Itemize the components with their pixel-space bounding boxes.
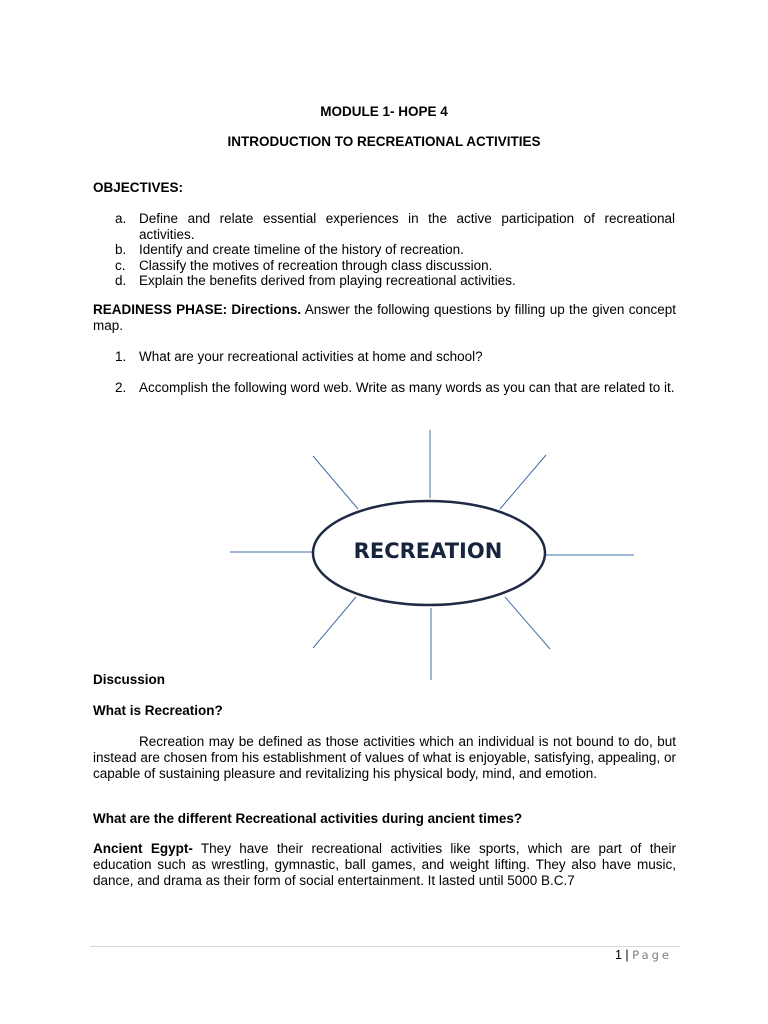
spoke-top-right bbox=[500, 455, 546, 509]
question-text: What are your recreational activities at home and school? bbox=[139, 349, 483, 364]
question-what-is-recreation: What is Recreation? bbox=[93, 703, 223, 718]
page-separator: | bbox=[625, 948, 629, 962]
page-label: Page bbox=[632, 948, 672, 962]
word-web-center-label: RECREATION bbox=[353, 539, 503, 563]
objective-marker: c. bbox=[115, 257, 126, 273]
readiness-text: Answer the following questions by filling up the given concept map. bbox=[93, 302, 676, 333]
module-title: MODULE 1- HOPE 4 bbox=[320, 104, 448, 119]
spoke-top-left bbox=[313, 456, 358, 509]
readiness-lead: READINESS PHASE: Directions. bbox=[93, 302, 302, 317]
question-ancient-activities: What are the different Recreational activities during ancient times? bbox=[93, 811, 523, 826]
ancient-egypt-text: They have their recreational activities like sports, which are part of their education such as wrestling, gymnastic, ball games, and weight lifting. They also have music, dance, and drama as their form of social entertainment. It lasted until 5000 B.C.7 bbox=[93, 841, 676, 888]
ancient-egypt-paragraph bbox=[93, 841, 676, 889]
objective-marker: b. bbox=[115, 242, 127, 257]
question-text: Accomplish the following word web. Write as many words as you can that are related to it. bbox=[139, 380, 675, 395]
ancient-egypt-lead: Ancient Egypt- bbox=[93, 841, 193, 856]
objective-text: Identify and create timeline of the history of recreation. bbox=[139, 242, 464, 257]
page-title: INTRODUCTION TO RECREATIONAL ACTIVITIES bbox=[227, 134, 541, 149]
question-marker: 1. bbox=[115, 349, 127, 364]
spoke-bottom-right bbox=[505, 597, 550, 649]
objective-text: Explain the benefits derived from playing recreational activities. bbox=[139, 273, 516, 288]
objectives-heading: OBJECTIVES: bbox=[93, 180, 184, 195]
spoke-bottom-left bbox=[313, 597, 356, 648]
page-footer bbox=[615, 948, 672, 962]
objective-text: Define and relate essential experiences in the active participation of recreational activities. bbox=[139, 211, 675, 242]
objective-text: Classify the motives of recreation through class discussion. bbox=[139, 257, 493, 273]
objective-marker: a. bbox=[115, 211, 127, 226]
page-number: 1 bbox=[614, 948, 622, 962]
discussion-heading: Discussion bbox=[93, 672, 166, 687]
objective-marker: d. bbox=[115, 273, 127, 288]
recreation-definition: Recreation may be defined as those activities which an individual is not bound to do, but instead are chosen from his establishment of values of what is enjoyable, satisfying, appealing, or capable of sustaining pleasure and revitalizing his physical body, mind, and emotion. bbox=[93, 734, 676, 781]
question-marker: 2. bbox=[115, 380, 127, 395]
footer-divider bbox=[90, 946, 680, 947]
